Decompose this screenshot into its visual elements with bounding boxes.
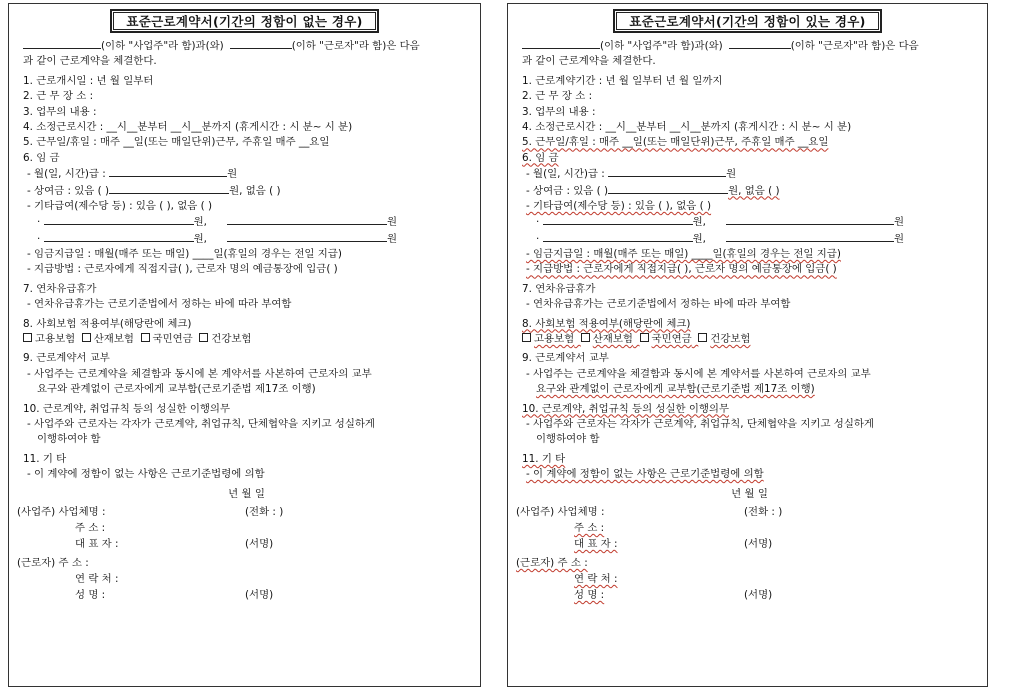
worker-contact-label: 연 락 처 :	[75, 572, 119, 585]
intro-text: (이하 "근로자"라 함)은 다음	[291, 40, 420, 52]
won-label: 원,	[193, 216, 207, 229]
item-job-description: 3. 업무의 내용 :	[23, 105, 97, 118]
worker-name-label: 성 명 :	[75, 588, 106, 601]
item-workdays: 5. 근무일/휴일 : 매주 __일(또는 매일단위)근무, 주휴일 매주 __요일	[522, 136, 829, 149]
bonus-label: - 상여금 : 있음 ( )	[526, 184, 609, 197]
checkbox[interactable]	[640, 333, 649, 342]
item-social-insurance: 8. 사회보험 적용여부(해당란에 체크)	[23, 317, 192, 330]
worker-name-label: 성 명 :	[574, 588, 605, 601]
checkbox[interactable]	[82, 333, 91, 342]
delivery-text: - 사업주는 근로계약을 체결함과 동시에 본 계약서를 사본하여 근로자의 교부	[27, 367, 372, 380]
employer-blank[interactable]	[522, 38, 600, 49]
checkbox[interactable]	[141, 333, 150, 342]
other-text: - 이 계약에 정함이 없는 사항은 근로기준법령에 의함	[27, 468, 265, 481]
checkbox[interactable]	[199, 333, 208, 342]
allowance-blank[interactable]	[726, 214, 894, 225]
contract-page-fixed-term: 표준근로계약서(기간의 정함이 있는 경우) (이하 "사업주"라 함)과(와) (이하 "근로자"라 함)은 다음 과 같이 근로계약을 체결한다. 1. 근로계약기간 : 년 월 일부터 년 월 일까지 2. 근 무 장 소 : 3. 업무의 내용 : 4. 소정근로시간 : __시__분부터 __시__분까지 (휴게시간 : 시 분~ 시 분) 5. 근무일/휴일 : 매주 __일(또는 매일단위)근무, 주휴일 매주 __요일 6. 임 금 - 월(일, 시간)급 : 원 - 상여금 : 있음 ( ) 원, 없음 ( ) - 기타급여(제수당 등) : 있음 ( ), 없음 ( ) · 원, 원 · 원, 원 - 임금지급일 : 매월(매주 또는 매일) ____일(휴일의 경우는 전일 지급) - 지급방법 : 근로자에게 직접지급( ), 근로자 명의 예금통장에 입금( ) 7. 연차유급휴가 - 연차유급휴가는 근로기준법에서 정하는 바에 따라 부여함 8. 사회보험 적용여부(해당란에 체크) 고용보험 산재보험 국민연금 건강보험 9. 근로계약서 교부 - 사업주는 근로계약을 체결함과 동시에 본 계약서를 사본하여 근로자의 교부 요구와 관계없이 근로자에게 교부함(근로기준법 제17조 이행) 10. 근로계약, 취업규칙 등의 성실한 이행의무 - 사업주와 근로자는 각자가 근로계약, 취업규칙, 단체협약을 지키고 성실하게 이행하여야 함 11. 기 타 - 이 계약에 정함이 없는 사항은 근로기준법령에 의함 년 월 일 (사업주) 사업체명 : (전화 : ) 주 소 : 대 표 자 : (서명) (근로자) 주 소 : 연 락 처 : 성 명 : (서명)	[507, 3, 988, 687]
won-label: 원,	[692, 232, 706, 245]
insurance-label: 고용보험	[35, 333, 76, 346]
item-workplace: 2. 근 무 장 소 :	[522, 90, 593, 103]
employer-address-label: 주 소 :	[75, 521, 106, 534]
allowance-blank[interactable]	[543, 214, 693, 225]
wage-blank[interactable]	[109, 166, 227, 177]
won-label: 원	[386, 216, 397, 229]
delivery-text: - 사업주는 근로계약을 체결함과 동시에 본 계약서를 사본하여 근로자의 교부	[526, 367, 871, 380]
insurance-label: 고용보험	[534, 333, 575, 346]
wage-label: - 월(일, 시간)급 :	[526, 168, 605, 181]
item-contract-delivery: 9. 근로계약서 교부	[23, 352, 110, 365]
other-text: - 이 계약에 정함이 없는 사항은 근로기준법령에 의함	[526, 468, 764, 481]
contract-title: 표준근로계약서(기간의 정함이 있는 경우)	[613, 9, 881, 33]
item-wage: 6. 임 금	[23, 151, 60, 164]
item-contract-delivery: 9. 근로계약서 교부	[522, 352, 609, 365]
insurance-label: 산재보험	[93, 333, 134, 346]
checkbox[interactable]	[698, 333, 707, 342]
allowance-blank[interactable]	[227, 214, 387, 225]
annual-leave-text: - 연차유급휴가는 근로기준법에서 정하는 바에 따라 부여함	[27, 298, 292, 311]
item-start-date: 1. 근로개시일 : 년 월 일부터	[23, 74, 154, 87]
delivery-text: 요구와 관계없이 근로자에게 교부함(근로기준법 제17조 이행)	[37, 383, 316, 396]
signature-label: (서명)	[744, 537, 773, 550]
item-other: 11. 기 타	[23, 452, 67, 465]
phone-label: (전화 : )	[245, 505, 284, 518]
signature-label: (서명)	[744, 588, 773, 601]
intro-text: (이하 "근로자"라 함)은 다음	[790, 40, 919, 52]
checkbox[interactable]	[581, 333, 590, 342]
bonus-label: - 상여금 : 있음 ( )	[27, 184, 110, 197]
item-wage	[522, 151, 977, 166]
representative-label: 대 표 자 :	[75, 537, 119, 550]
bonus-none: 원, 없음 ( )	[728, 184, 780, 197]
contract-title: 표준근로계약서(기간의 정함이 없는 경우)	[110, 9, 378, 33]
allowance-blank[interactable]	[543, 231, 693, 242]
intro-text: (이하 "사업주"라 함)과(와)	[600, 40, 723, 52]
signature-label: (서명)	[245, 588, 274, 601]
contract-date: 년 월 일	[228, 487, 265, 500]
contract-date: 년 월 일	[731, 487, 768, 500]
won-label: 원	[893, 232, 904, 245]
signature-label: (서명)	[245, 537, 274, 550]
contract-page-indefinite: 표준근로계약서(기간의 정함이 없는 경우) (이하 "사업주"라 함)과(와) (이하 "근로자"라 함)은 다음 과 같이 근로계약을 체결한다. 1. 근로개시일 : 년 월 일부터 2. 근 무 장 소 : 3. 업무의 내용 : 4. 소정근로시간 : __시__분부터 __시__분까지 (휴게시간 : 시 분~ 시 분) 5. 근무일/휴일 : 매주 __일(또는 매일단위)근무, 주휴일 매주 __요일 6. 임 금 - 월(일, 시간)급 : 원 - 상여금 : 있음 ( ) 원, 없음 ( ) - 기타급여(제수당 등) : 있음 ( ), 없음 ( ) · 원, 원 · 원, 원 - 임금지급일 : 매월(매주 또는 매일) ____일(휴일의 경우는 전일 지급) - 지급방법 : 근로자에게 직접지급( ), 근로자 명의 예금통장에 입금( ) 7. 연차유급휴가 - 연차유급휴가는 근로기준법에서 정하는 바에 따라 부여함 8. 사회보험 적용여부(해당란에 체크) 고용보험 산재보험 국민연금 건강보험 9. 근로계약서 교부 - 사업주는 근로계약을 체결함과 동시에 본 계약서를 사본하여 근로자의 교부 요구와 관계없이 근로자에게 교부함(근로기준법 제17조 이행) 10. 근로계약, 취업규칙 등의 성실한 이행의무 - 사업주와 근로자는 각자가 근로계약, 취업규칙, 단체협약을 지키고 성실하게 이행하여야 함 11. 기 타 - 이 계약에 정함이 없는 사항은 근로기준법령에 의함 년 월 일 (사업주) 사업체명 : (전화 : ) 주 소 : 대 표 자 : (서명) (근로자) 주 소 : 연 락 처 : 성 명 : (서명)	[8, 3, 481, 687]
intro-text: 과 같이 근로계약을 체결한다.	[23, 55, 157, 68]
item-annual-leave: 7. 연차유급휴가	[23, 282, 97, 295]
payday: - 임금지급일 : 매월(매주 또는 매일) ____일(휴일의 경우는 전일 지급)	[526, 248, 841, 261]
phone-label: (전화 : )	[744, 505, 783, 518]
item-other: 11. 기 타	[522, 452, 566, 465]
allowance-blank[interactable]	[227, 231, 387, 242]
wage-heading: 6. 임 금	[522, 151, 559, 164]
item-annual-leave: 7. 연차유급휴가	[522, 282, 596, 295]
bonus-blank[interactable]	[608, 183, 728, 194]
worker-address-label: (근로자) 주 소 :	[17, 556, 89, 569]
wage-blank[interactable]	[608, 166, 726, 177]
won-label: 원	[893, 216, 904, 229]
wage-label: - 월(일, 시간)급 :	[27, 168, 106, 181]
employer-name-label: (사업주) 사업체명 :	[516, 505, 605, 518]
employer-address-label: 주 소 :	[574, 521, 605, 534]
won-label: 원,	[193, 232, 207, 245]
pay-method: - 지급방법 : 근로자에게 직접지급( ), 근로자 명의 예금통장에 입금( )	[526, 263, 837, 276]
bonus-blank[interactable]	[109, 183, 229, 194]
employer-blank[interactable]	[23, 38, 101, 49]
intro-text: 과 같이 근로계약을 체결한다.	[522, 55, 656, 68]
employee-blank[interactable]	[230, 38, 292, 49]
item-working-hours: 4. 소정근로시간 : __시__분부터 __시__분까지 (휴게시간 : 시 분~ 시 분)	[522, 120, 852, 133]
allowance-blank[interactable]	[44, 214, 194, 225]
item-obligation: 10. 근로계약, 취업규칙 등의 성실한 이행의무	[23, 402, 230, 415]
annual-leave-text: - 연차유급휴가는 근로기준법에서 정하는 바에 따라 부여함	[526, 298, 791, 311]
worker-address-label: (근로자) 주 소 :	[516, 556, 588, 569]
obligation-text: - 사업주와 근로자는 각자가 근로계약, 취업규칙, 단체협약을 지키고 성실하게	[526, 417, 874, 430]
obligation-text: - 사업주와 근로자는 각자가 근로계약, 취업규칙, 단체협약을 지키고 성실하게	[27, 417, 375, 430]
item-job-description: 3. 업무의 내용 :	[522, 105, 596, 118]
worker-contact-label: 연 락 처 :	[574, 572, 618, 585]
allowance-blank[interactable]	[44, 231, 194, 242]
item-workplace: 2. 근 무 장 소 :	[23, 90, 94, 103]
other-allowance: - 기타급여(제수당 등) : 있음 ( ), 없음 ( )	[526, 199, 712, 212]
insurance-label: 국민연금	[651, 333, 692, 346]
insurance-label: 건강보험	[211, 333, 252, 346]
item-working-hours: 4. 소정근로시간 : __시__분부터 __시__분까지 (휴게시간 : 시 분~ 시 분)	[23, 120, 353, 133]
insurance-label: 국민연금	[152, 333, 193, 346]
representative-label: 대 표 자 :	[574, 537, 618, 550]
obligation-text: 이행하여야 함	[37, 433, 101, 446]
checkbox[interactable]	[522, 333, 531, 342]
item-workdays: 5. 근무일/휴일 : 매주 __일(또는 매일단위)근무, 주휴일 매주 __요일	[23, 136, 330, 149]
insurance-label: 건강보험	[710, 333, 751, 346]
other-allowance: - 기타급여(제수당 등) : 있음 ( ), 없음 ( )	[27, 199, 213, 212]
employee-blank[interactable]	[729, 38, 791, 49]
item-social-insurance: 8. 사회보험 적용여부(해당란에 체크)	[522, 317, 691, 330]
won-label: 원	[726, 168, 737, 181]
checkbox[interactable]	[23, 333, 32, 342]
pay-method: - 지급방법 : 근로자에게 직접지급( ), 근로자 명의 예금통장에 입금( )	[27, 263, 338, 276]
won-label: 원	[227, 168, 238, 181]
item-obligation: 10. 근로계약, 취업규칙 등의 성실한 이행의무	[522, 402, 729, 415]
employer-name-label: (사업주) 사업체명 :	[17, 505, 106, 518]
allowance-blank[interactable]	[726, 231, 894, 242]
bonus-none: 원, 없음 ( )	[229, 184, 281, 197]
won-label: 원	[386, 232, 397, 245]
intro-text: (이하 "사업주"라 함)과(와)	[101, 40, 224, 52]
item-contract-period: 1. 근로계약기간 : 년 월 일부터 년 월 일까지	[522, 74, 723, 87]
payday: - 임금지급일 : 매월(매주 또는 매일) ____일(휴일의 경우는 전일 지급)	[27, 248, 342, 261]
obligation-text: 이행하여야 함	[536, 433, 600, 446]
won-label: 원,	[692, 216, 706, 229]
insurance-label: 산재보험	[592, 333, 633, 346]
delivery-text: 요구와 관계없이 근로자에게 교부함(근로기준법 제17조 이행)	[536, 383, 815, 396]
